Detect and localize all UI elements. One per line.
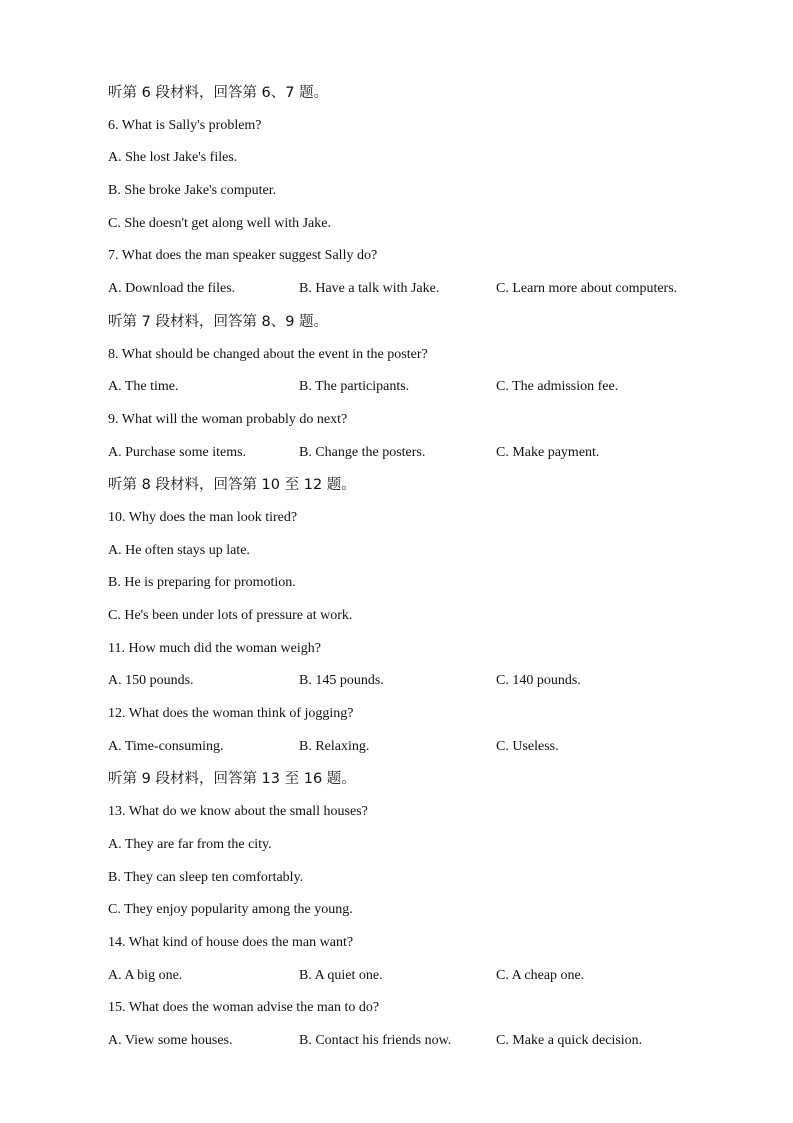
- option-7b: B. Have a talk with Jake.: [299, 281, 440, 297]
- option-12a: A. Time-consuming.: [108, 738, 224, 754]
- question-stem-8: 8. What should be changed about the event in the poster?: [108, 346, 428, 362]
- question-stem-11: 11. How much did the woman weigh?: [108, 640, 321, 656]
- section-heading-3: 听第 8 段材料，回答第 10 至 12 题。: [108, 477, 356, 494]
- option-10c: C. He's been under lots of pressure at work.: [108, 608, 353, 623]
- option-10b: B. He is preparing for promotion.: [108, 575, 296, 591]
- question-stem-14: 14. What kind of house does the man want?: [108, 934, 354, 950]
- option-8c: C. The admission fee.: [496, 379, 619, 395]
- question-stem-10: 10. Why does the man look tired?: [108, 509, 298, 525]
- section-heading-2: 听第 7 段材料，回答第 8、9 题。: [108, 313, 329, 330]
- option-12b: B. Relaxing.: [299, 738, 370, 754]
- option-15c: C. Make a quick decision.: [496, 1032, 643, 1048]
- option-9b: B. Change the posters.: [299, 444, 426, 460]
- option-7a: A. Download the files.: [108, 281, 236, 297]
- question-stem-15: 15. What does the woman advise the man to do?: [108, 1000, 380, 1016]
- option-15a: A. View some houses.: [108, 1032, 233, 1048]
- options-row-12: [108, 734, 748, 767]
- option-8b: B. The participants.: [299, 379, 410, 395]
- question-stem-6: 6. What is Sally's problem?: [108, 117, 262, 133]
- option-11c: C. 140 pounds.: [496, 673, 581, 689]
- options-row-7: [108, 276, 748, 309]
- option-7c: C. Learn more about computers.: [496, 281, 678, 297]
- option-6b: B. She broke Jake's computer.: [108, 183, 277, 199]
- options-row-11: [108, 668, 748, 701]
- option-15b: B. Contact his friends now.: [299, 1032, 452, 1048]
- option-6c: C. She doesn't get along well with Jake.: [108, 215, 331, 231]
- question-stem-9: 9. What will the woman probably do next?: [108, 411, 348, 427]
- option-14a: A. A big one.: [108, 967, 183, 983]
- section-heading-4: 听第 9 段材料，回答第 13 至 16 题。: [108, 771, 356, 788]
- question-stem-12: 12. What does the woman think of jogging?: [108, 706, 354, 722]
- options-row-9: [108, 440, 748, 473]
- option-9a: A. Purchase some items.: [108, 444, 247, 460]
- option-14c: C. A cheap one.: [496, 967, 585, 983]
- exam-page: [108, 80, 748, 1061]
- question-stem-7: 7. What does the man speaker suggest Sally do?: [108, 248, 378, 264]
- option-10a: A. He often stays up late.: [108, 542, 250, 558]
- option-13c: C. They enjoy popularity among the young.: [108, 902, 353, 918]
- question-stem-13: 13. What do we know about the small houses?: [108, 804, 368, 820]
- options-row-8: [108, 374, 748, 407]
- option-13a: A. They are far from the city.: [108, 836, 272, 852]
- option-6a: A. She lost Jake's files.: [108, 150, 238, 166]
- option-9c: C. Make payment.: [496, 444, 600, 460]
- options-row-15: [108, 1028, 748, 1061]
- options-row-14: [108, 963, 748, 996]
- option-8a: A. The time.: [108, 379, 179, 395]
- option-12c: C. Useless.: [496, 738, 559, 754]
- option-11a: A. 150 pounds.: [108, 673, 194, 689]
- section-heading-1: 听第 6 段材料，回答第 6、7 题。: [108, 85, 329, 101]
- option-14b: B. A quiet one.: [299, 967, 383, 983]
- option-13b: B. They can sleep ten comfortably.: [108, 869, 304, 885]
- option-11b: B. 145 pounds.: [299, 673, 384, 689]
